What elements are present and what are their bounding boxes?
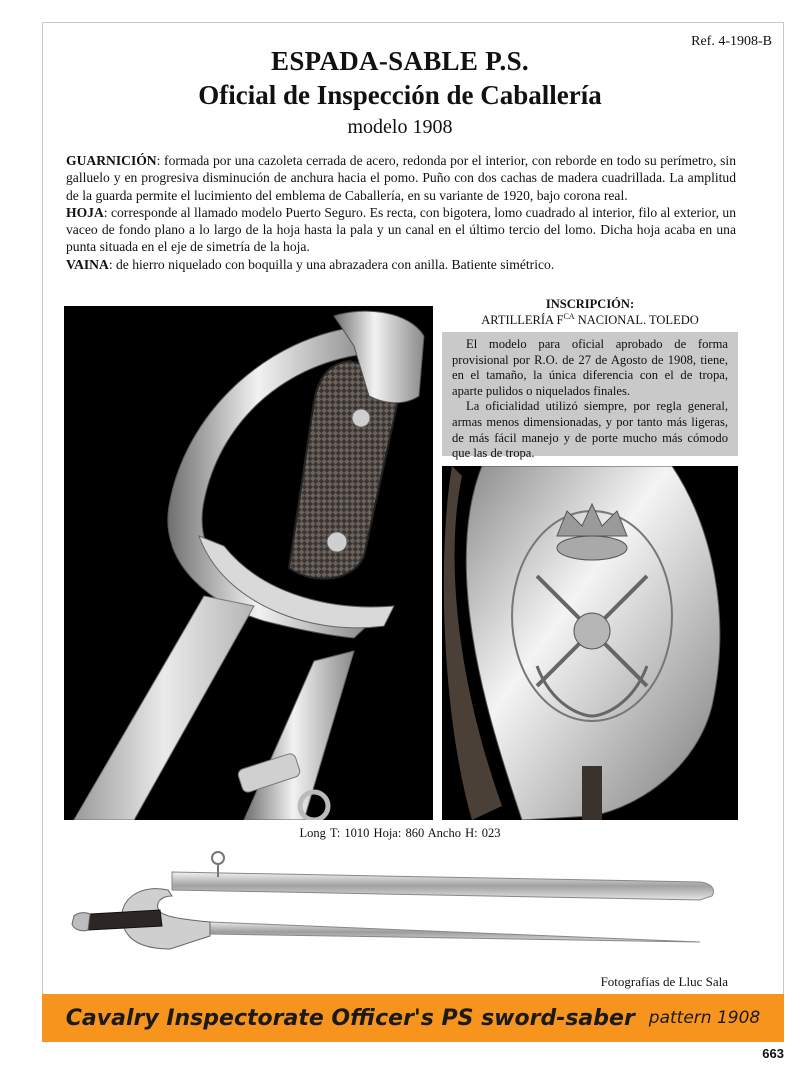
- hoja-label: HOJA: [66, 204, 104, 220]
- page-subtitle: Oficial de Inspección de Caballería: [198, 80, 602, 110]
- inscription-superscript: CA: [563, 312, 575, 321]
- guarnicion-label: GUARNICIÓN: [66, 153, 157, 168]
- inscription-text-start: ARTILLERÍA F: [481, 313, 564, 328]
- inscription-label-colon: :: [629, 297, 635, 311]
- page-title: ESPADA-SABLE P.S.: [271, 46, 529, 76]
- info-box: [442, 332, 738, 461]
- hoja-paragraph: [66, 204, 736, 256]
- hoja-text: : corresponde al llamado modelo Puerto Seguro. Es recta, con bigotera, lomo cuadrado al interior, filo al exterior, un vaceo de fondo plano a lo largo de la hoja hasta la pala y un canal en el último tercio del lomo. Dicha hoja acaba en una punta situada en el eje de simetría de la hoja.: [66, 204, 736, 255]
- hilt-illustration: [64, 306, 433, 820]
- banner-subtitle: pattern 1908: [648, 1008, 761, 1028]
- full-sword-photo: [60, 844, 740, 972]
- inscription-label: [442, 297, 738, 312]
- info-paragraph-1: El modelo para oficial aprobado de forma provisional por R.O. de 27 de Agosto de 1908, tiene, en el tamaño, la única diferencia con el de tropa, aparte pulidos o niquelados finales.: [452, 337, 728, 398]
- inscription-text-end: NACIONAL. TOLEDO: [574, 313, 699, 328]
- vaina-paragraph: [66, 256, 736, 273]
- vaina-text: : de hierro niquelado con boquilla y una abrazadera con anilla. Batiente simétrico.: [108, 256, 555, 272]
- inscription-label-text: INSCRIPCIÓN: [545, 297, 630, 311]
- emblem-photo: [442, 466, 738, 820]
- hilt-photo: [64, 306, 433, 820]
- inscription-text: [442, 312, 738, 328]
- guarnicion-text: : formada por una cazoleta cerrada de acero, redonda por el interior, con reborde en todo su perímetro, sin galluelo y en progresiva disminución de anchura hacia el pomo. Puño con dos cachas de madera cuadrillada. La amplitud de la guarda permite el lucimiento del emblema de Caballería, en su variante de 1920, bajo corona real.: [66, 153, 736, 203]
- english-title-banner: [42, 994, 784, 1042]
- vaina-label: VAINA: [66, 256, 109, 272]
- description: [66, 152, 736, 273]
- photo-credits: Fotografías de Lluc Sala: [600, 974, 728, 989]
- sword-and-scabbard-illustration: [60, 844, 740, 972]
- info-paragraph-2: La oficialidad utilizó siempre, por regla general, armas menos dimensionadas, y por tanto más ligeras, de más fácil manejo y de porte mucho más cómodo que las de tropa.: [452, 399, 728, 461]
- emblem-illustration: [442, 466, 738, 820]
- guarnicion-paragraph: [66, 152, 736, 204]
- banner-title: Cavalry Inspectorate Officer's PS sword-saber: [65, 1005, 635, 1031]
- measurements: Long T: 1010 Hoja: 860 Ancho H: 023: [299, 826, 501, 840]
- model-year: modelo 1908: [347, 116, 453, 138]
- page-number: 663: [762, 1046, 784, 1061]
- reference-number: Ref. 4-1908-B: [691, 34, 772, 49]
